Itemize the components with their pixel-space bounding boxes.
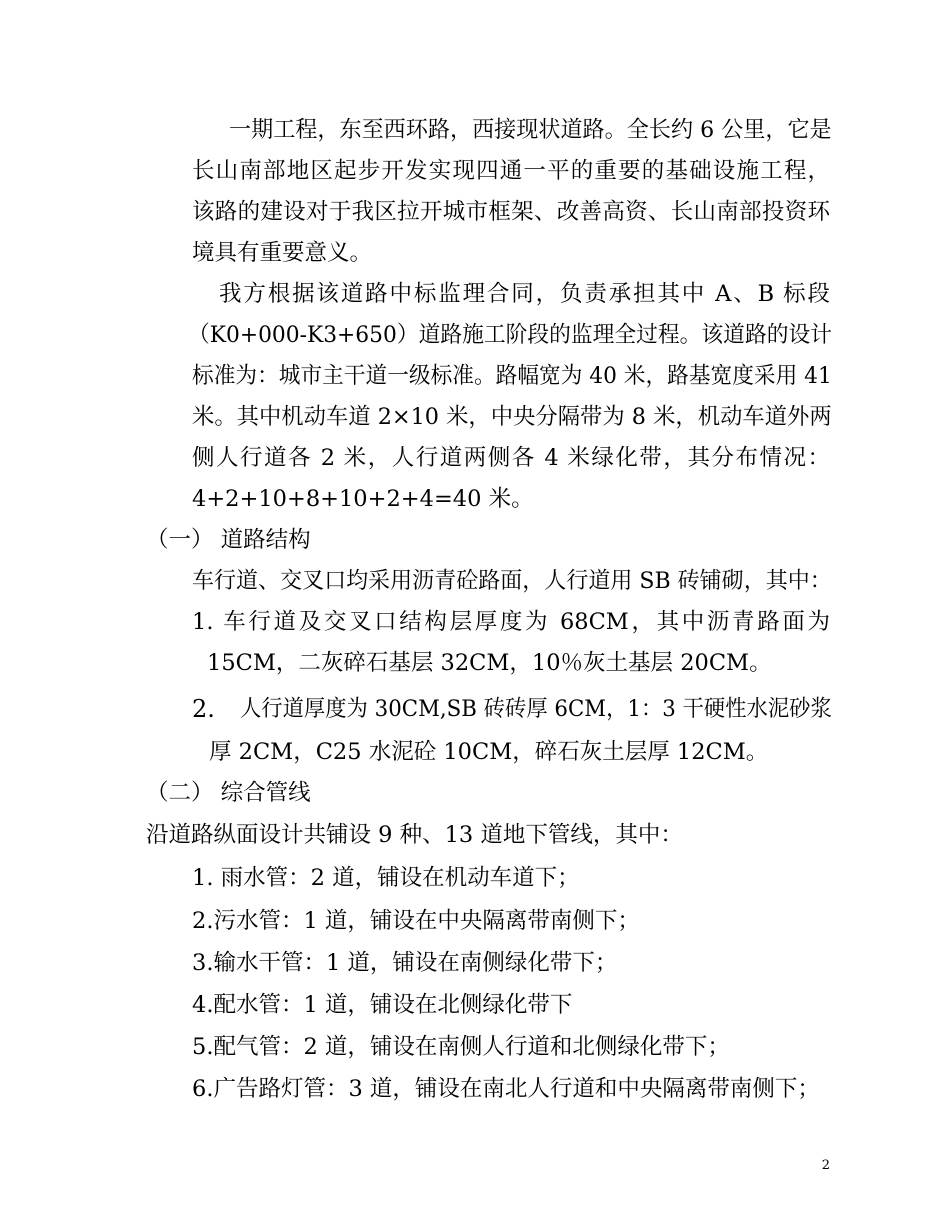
paragraph2-line-3: 标准为：城市主干道一级标准。路幅宽为 40 米，路基宽度采用 41 — [192, 363, 832, 389]
paragraph1-line-3: 该路的建设对于我区拉开城市框架、改善高资、长山南部投资环 — [192, 199, 830, 225]
paragraph2-line-2: （K0+000-K3+650）道路施工阶段的监理全过程。该道路的设计 — [188, 322, 832, 348]
section2-item-4: 4.配水管：1 道，铺设在北侧绿化带下 — [192, 992, 573, 1018]
section1-item1-line-1: 1. 车行道及交叉口结构层厚度为 68CM，其中沥青路面为 — [192, 609, 830, 635]
page-number: 2 — [821, 1158, 830, 1173]
section1-item2-line-2: 厚 2CM，C25 水泥砼 10CM，碎石灰土层厚 12CM。 — [209, 739, 769, 765]
paragraph2-line-4: 米。其中机动车道 2×10 米，中央分隔带为 8 米，机动车道外两 — [192, 404, 832, 430]
section1-item2-number: 2. — [192, 695, 215, 723]
section1-intro: 车行道、交叉口均采用沥青砼路面，人行道用 SB 砖铺砌，其中： — [192, 568, 832, 594]
section2-item-6: 6.广告路灯管：3 道，铺设在南北人行道和中央隔离带南侧下； — [192, 1076, 820, 1102]
paragraph2-line-5: 侧人行道各 2 米，人行道两侧各 4 米绿化带，其分布情况： — [192, 445, 830, 471]
section1-item1-line-2: 15CM，二灰碎石基层 32CM，10％灰土基层 20CM。 — [207, 650, 772, 676]
section2-intro: 沿道路纵面设计共铺设 9 种、13 道地下管线，其中： — [146, 822, 683, 848]
paragraph2-line-6: 4+2+10+8+10+2+4=40 米。 — [192, 486, 534, 512]
section1-item2-line-1: 人行道厚度为 30CM,SB 砖砖厚 6CM，1：3 干硬性水泥砂浆 — [240, 696, 832, 722]
section2-heading: （二） 综合管线 — [146, 780, 311, 806]
paragraph2-line-1: 我方根据该道路中标监理合同，负责承担其中 A、B 标段 — [219, 281, 830, 307]
paragraph1-line-1: 一期工程，东至西环路，西接现状道路。全长约 6 公里，它是 — [229, 117, 832, 143]
paragraph1-line-4: 境具有重要意义。 — [192, 240, 373, 266]
section2-item-5: 5.配气管：2 道，铺设在南侧人行道和北侧绿化带下； — [192, 1034, 730, 1060]
section2-item-1: 1. 雨水管：2 道，铺设在机动车道下； — [192, 865, 580, 891]
paragraph1-line-2: 长山南部地区起步开发实现四通一平的重要的基础设施工程， — [192, 158, 830, 184]
section1-heading: （一） 道路结构 — [146, 527, 311, 553]
section2-item-3: 3.输水干管：1 道，铺设在南侧绿化带下； — [192, 950, 618, 976]
section2-item-2: 2.污水管：1 道，铺设在中央隔离带南侧下； — [192, 908, 640, 934]
